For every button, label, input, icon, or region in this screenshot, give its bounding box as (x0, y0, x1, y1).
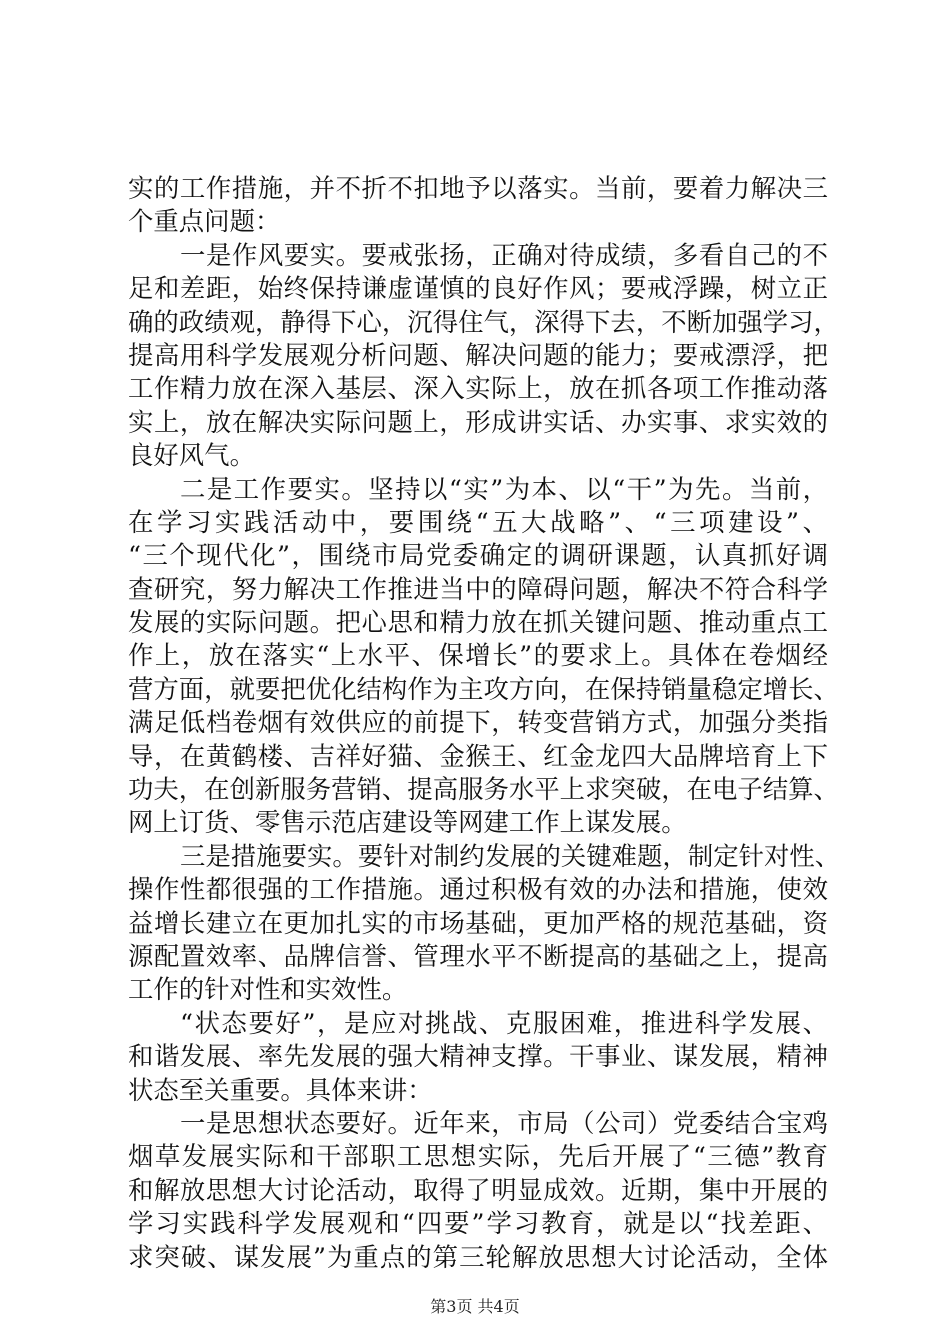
text-line: 查研究，努力解决工作推进当中的障碍问题，解决不符合科学 (128, 573, 828, 604)
text-line: 一是作风要实。要戒张扬，正确对待成绩，多看自己的不 (180, 239, 828, 270)
text-line: 学习实践科学发展观和“四要”学习教育，就是以“找差距、 (128, 1208, 828, 1239)
text-line: 二是工作要实。坚持以“实”为本、以“干”为先。当前， (180, 473, 828, 504)
text-line: 足和差距，始终保持谦虚谨慎的良好作风；要戒浮躁，树立正 (128, 273, 828, 304)
text-line: 状态至关重要。具体来讲： (128, 1074, 433, 1105)
text-line: 工作精力放在深入基层、深入实际上，放在抓各项工作推动落 (128, 373, 828, 404)
text-line: “状态要好”，是应对挑战、克服困难，推进科学发展、 (180, 1007, 828, 1038)
text-line: 营方面，就要把优化结构作为主攻方向，在保持销量稳定增长、 (128, 673, 839, 704)
text-line: 实上，放在解决实际问题上，形成讲实话、办实事、求实效的 (128, 406, 828, 437)
text-line: 导，在黄鹤楼、吉祥好猫、金猴王、红金龙四大品牌培育上下 (128, 740, 828, 771)
text-line: “三个现代化”，围绕市局党委确定的调研课题，认真抓好调 (128, 540, 828, 571)
text-line: 一是思想状态要好。近年来，市局（公司）党委结合宝鸡 (180, 1107, 828, 1138)
page-number-footer: 第3页 共4页 (430, 1297, 520, 1316)
text-line: 三是措施要实。要针对制约发展的关键难题，制定针对性、 (180, 840, 841, 871)
text-line: 功夫，在创新服务营销、提高服务水平上求突破，在电子结算、 (128, 774, 839, 805)
text-line: 烟草发展实际和干部职工思想实际，先后开展了“三德”教育 (128, 1141, 828, 1172)
text-line: 确的政绩观，静得下心，沉得住气，深得下去，不断加强学习， (128, 306, 839, 337)
text-line: 求突破、谋发展”为重点的第三轮解放思想大讨论活动，全体 (128, 1241, 828, 1272)
text-line: 个重点问题： (128, 206, 281, 237)
text-line: 良好风气。 (128, 440, 255, 471)
text-line: 发展的实际问题。把心思和精力放在抓关键问题、推动重点工 (128, 607, 828, 638)
text-line: 在学习实践活动中，要围绕“五大战略”、“三项建设”、 (128, 506, 828, 537)
text-line: 实的工作措施，并不折不扣地予以落实。当前，要着力解决三 (128, 173, 828, 203)
body-text (128, 172, 841, 1274)
text-line: 益增长建立在更加扎实的市场基础，更加严格的规范基础，资 (128, 907, 828, 938)
text-line: 提高用科学发展观分析问题、解决问题的能力；要戒漂浮，把 (128, 339, 828, 370)
text-line: 源配置效率、品牌信誉、管理水平不断提高的基础之上，提高 (128, 940, 828, 971)
text-line: 满足低档卷烟有效供应的前提下，转变营销方式，加强分类指 (128, 707, 828, 738)
text-line: 和谐发展、率先发展的强大精神支撑。干事业、谋发展，精神 (128, 1041, 828, 1072)
text-line: 操作性都很强的工作措施。通过积极有效的办法和措施，使效 (128, 874, 828, 905)
text-line: 作上，放在落实“上水平、保增长”的要求上。具体在卷烟经 (128, 640, 828, 671)
text-line: 网上订货、零售示范店建设等网建工作上谋发展。 (128, 807, 687, 838)
text-line: 和解放思想大讨论活动，取得了明显成效。近期，集中开展的 (128, 1174, 828, 1205)
text-line: 工作的针对性和实效性。 (128, 974, 408, 1005)
